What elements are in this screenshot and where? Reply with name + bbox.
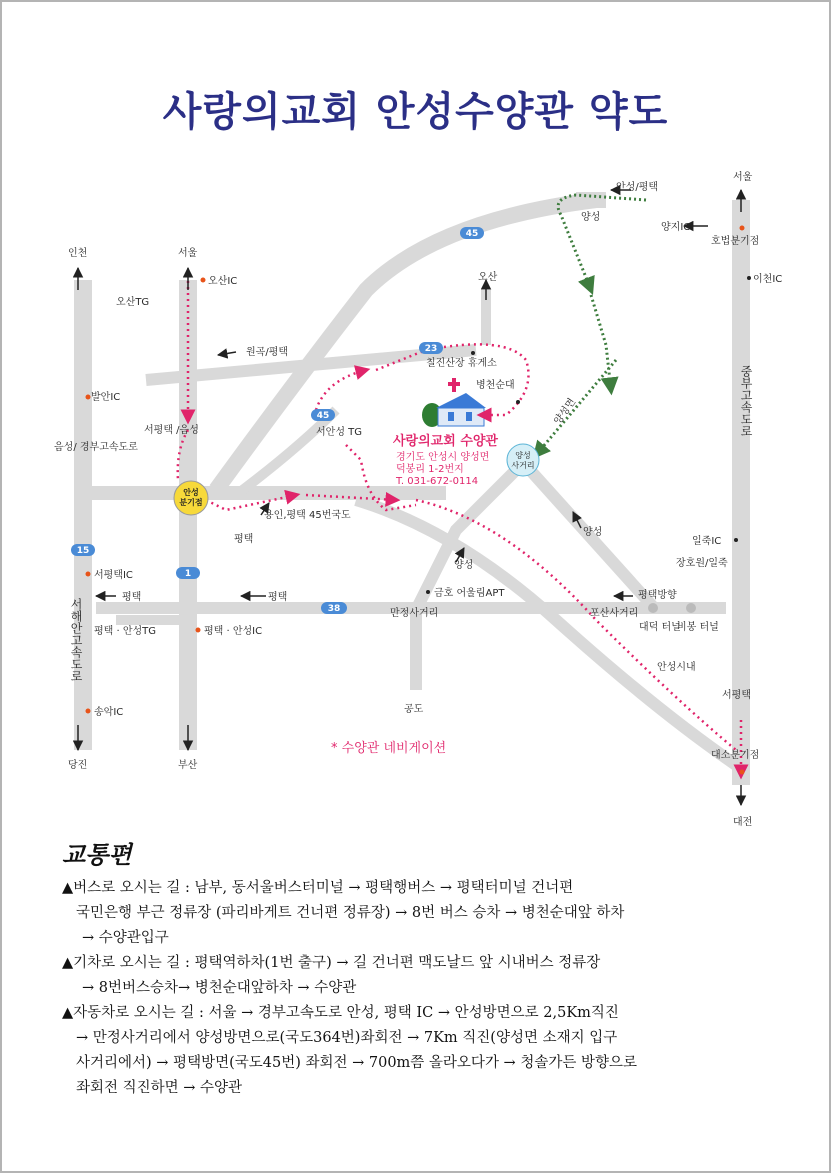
shield-45-top <box>460 227 484 239</box>
label-seoanseong-tg: 서안성 TG <box>316 427 363 438</box>
transport-section <box>62 835 782 1101</box>
label-seohaean-expressway: 서해안고속도로 <box>69 598 83 682</box>
label-posan: 포산사거리 <box>590 608 639 619</box>
shield-23 <box>419 342 443 354</box>
label-songak-ic: 송악IC <box>94 707 124 718</box>
label-osan: 오산 <box>478 272 498 283</box>
transport-train <box>62 951 782 1001</box>
shield-38 <box>321 602 347 614</box>
svg-text:양성: 양성 <box>515 451 531 460</box>
transport-bus-line-2: 국민은행 부근 정류장 (파리바게트 건너편 정류장) → 8번 버스 승차 → 병천순대앞 하차 <box>76 905 625 921</box>
transport-car-line-1: ▲자동차로 오시는 길 : 서울 → 경부고속도로 안성, 평택 IC → 안성방면으로 2,5Km직진 <box>62 1005 619 1021</box>
label-jungbu-expressway: 중부고속도로 <box>739 365 753 437</box>
label-pyeongtaek-arrow2: 평택 <box>268 592 288 603</box>
label-pyeongtaek-dir: 평택방향 <box>638 590 677 601</box>
label-pyeongtaek-ansung-ic: 평택 · 안성IC <box>204 626 263 637</box>
label-daedeok-terminal: 대덕 터널 <box>639 622 681 633</box>
label-yangji-ic: 양지IC <box>661 222 691 233</box>
label-yangsung-top: 양성 <box>581 212 601 223</box>
label-icheon-ic: 이천IC <box>753 274 783 285</box>
transport-car-line-2: → 만정사거리에서 양성방면으로(국도364번)좌회전 → 7Km 직진(양성면 소재지 입구 <box>76 1030 618 1046</box>
label-wongok-pyeongtaek: 원곡/평택 <box>246 347 289 358</box>
church-name: 사랑의교회 수양관 <box>393 434 498 449</box>
label-ansung-pyeongtaek: 안성/평택 <box>616 182 659 193</box>
label-seopyeongtaek-right: 서평택 <box>722 690 751 701</box>
label-hobeop-jc: 호법분기점 <box>711 236 760 247</box>
map-canvas <box>36 150 796 830</box>
label-osan-ic: 오산IC <box>208 276 238 287</box>
label-janghowon: 장호원/일죽 <box>676 558 728 569</box>
svg-text:분기점: 분기점 <box>179 498 203 507</box>
transport-car <box>62 1001 782 1101</box>
label-pyeongtaek-arrow1: 평택 <box>122 592 142 603</box>
label-daeso-jc: 대소분기점 <box>711 750 760 761</box>
label-navi: * 수양관 네비게이션 <box>331 741 447 756</box>
label-seoul-left: 서울 <box>178 248 198 259</box>
label-ilguk-ic: 일죽IC <box>692 536 722 547</box>
label-gongdo: 공도 <box>404 704 424 715</box>
church-phone: T. 031-672-0114 <box>396 476 479 487</box>
shield-15 <box>71 544 95 556</box>
label-pyeongtaek-small: 평택 <box>234 534 254 545</box>
transport-heading: 교통편 <box>62 840 132 869</box>
label-pyeongtaek-ansung-tg: 평택 · 안성TG <box>94 626 157 637</box>
yangsung-junction-marker <box>507 444 539 476</box>
label-eumsung: 음성/ 경부고속도로 <box>54 442 138 453</box>
label-daejeon: 대전 <box>733 817 753 828</box>
svg-text:15: 15 <box>76 546 90 556</box>
transport-bus-line-3: → 수양관입구 <box>82 930 169 946</box>
church-address-2: 덕봉리 1-2번지 <box>396 464 464 475</box>
label-balan-ic: 발안IC <box>91 392 121 403</box>
label-osan-tg: 오산TG <box>116 297 150 308</box>
transport-bus-line-1: ▲버스로 오시는 길 : 남부, 동서울버스터미널 → 평택행버스 → 평택터미널 건너편 <box>62 880 574 896</box>
label-yangsungmyeon: 양성면 <box>552 396 579 427</box>
page-title: 사랑의교회 안성수양관 약도 <box>162 89 669 135</box>
church-wall <box>438 408 484 426</box>
transport-car-line-4: 좌회전 직진하면 → 수양관 <box>76 1080 243 1096</box>
transport-train-line-2: → 8번버스승차→ 병천순대앞하차 → 수양관 <box>82 980 357 996</box>
label-yongin-45: 용인,평택 45번국도 <box>264 510 351 521</box>
transport-car-line-3: 사거리에서) → 평택방면(국도45번) 좌회전 → 700m쯤 올라오다가 → 청솔가든 방향으로 <box>76 1055 637 1071</box>
location-map <box>36 150 796 830</box>
svg-text:38: 38 <box>327 604 341 614</box>
label-yangsung-right: 양성 <box>583 527 603 538</box>
shield-1 <box>176 567 200 579</box>
transport-train-line-1: ▲기차로 오시는 길 : 평택역하차(1번 출구) → 길 건너편 맥도날드 앞 시내버스 정류장 <box>62 955 601 971</box>
shield-45-mid <box>311 409 335 421</box>
label-bibong-terminal: 비봉 터널 <box>677 622 719 633</box>
label-dangjin: 당진 <box>68 760 88 771</box>
label-seopyeongtaek-ic: 서평택IC <box>94 570 133 581</box>
label-rest-area: 칠진산장 휴게소 <box>426 358 497 369</box>
transport-bus <box>62 876 782 951</box>
label-seoul-right: 서울 <box>733 172 753 183</box>
label-seopyeongtaek-eumsung: 서평택 /음성 <box>144 425 199 436</box>
label-byeongcheon: 병천순대 <box>476 380 515 391</box>
svg-text:45: 45 <box>316 411 330 421</box>
svg-text:사거리: 사거리 <box>511 461 535 470</box>
ansung-jc-marker <box>174 481 208 515</box>
label-incheon: 인천 <box>68 248 88 259</box>
svg-text:1: 1 <box>184 569 192 579</box>
svg-text:45: 45 <box>465 229 479 239</box>
svg-text:안성: 안성 <box>183 488 199 497</box>
label-geumho-apt: 금호 어울림APT <box>434 588 505 599</box>
label-ansung-city: 안성시내 <box>657 662 696 673</box>
church-address-1: 경기도 안성시 양성면 <box>396 452 490 463</box>
label-yangsung-mid: 양성 <box>454 560 474 571</box>
label-busan: 부산 <box>178 760 198 771</box>
svg-text:23: 23 <box>424 344 438 354</box>
label-manjeong: 만정사거리 <box>390 608 439 619</box>
